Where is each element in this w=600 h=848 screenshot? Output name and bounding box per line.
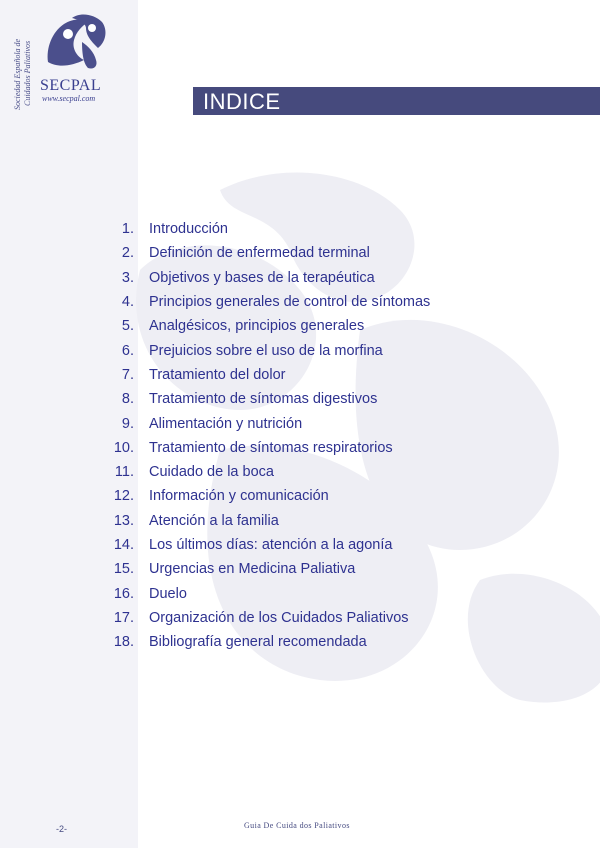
logo-vertical-text: [6, 12, 46, 112]
toc-item-title[interactable]: Prejuicios sobre el uso de la morfina: [149, 342, 383, 359]
toc-item-title[interactable]: Bibliografía general recomendada: [149, 634, 367, 651]
toc-item-number: 16.: [113, 585, 134, 602]
toc-item[interactable]: [96, 484, 430, 508]
toc-item-number: 13.: [113, 512, 134, 529]
toc-item-number: 2.: [121, 245, 134, 262]
toc-item[interactable]: [96, 460, 430, 484]
page-number: -2-: [56, 824, 67, 834]
toc-item-title[interactable]: Urgencias en Medicina Paliativa: [149, 561, 356, 578]
toc-item[interactable]: [96, 509, 430, 533]
toc-item-number: 14.: [113, 537, 134, 553]
toc-item-title[interactable]: Definición de enfermedad terminal: [149, 245, 370, 262]
toc-item-title[interactable]: Duelo: [149, 585, 187, 602]
page-title: INDICE: [203, 89, 281, 114]
toc-item[interactable]: [96, 630, 430, 654]
secpal-logo: [0, 0, 140, 120]
logo-url: www.secpal.com: [42, 94, 96, 103]
toc-item-title[interactable]: Información y comunicación: [149, 488, 329, 505]
toc-item-number: 6.: [121, 342, 134, 359]
toc-item-number: 3.: [121, 269, 134, 286]
toc-item-title[interactable]: Tratamiento de síntomas respiratorios: [149, 439, 393, 456]
toc-item-number: 12.: [113, 488, 134, 505]
toc-item-number: 7.: [121, 366, 134, 383]
toc-item[interactable]: [96, 557, 430, 581]
toc-item[interactable]: [96, 606, 430, 630]
toc-item-number: 5.: [121, 318, 134, 335]
toc-item-title[interactable]: Principios generales de control de síntomas: [149, 294, 431, 311]
toc-item-title[interactable]: Introducción: [149, 221, 228, 238]
toc-item-title[interactable]: Tratamiento del dolor: [149, 366, 286, 383]
logo-name: SECPAL: [40, 77, 102, 94]
toc-item[interactable]: [96, 363, 430, 387]
toc-item-title[interactable]: Organización de los Cuidados Paliativos: [149, 609, 409, 626]
toc-item[interactable]: [96, 411, 430, 435]
toc-item-number: 1.: [121, 221, 134, 238]
toc-item-number: 4.: [121, 294, 134, 311]
toc-item[interactable]: [96, 581, 430, 605]
toc-item-title[interactable]: Analgésicos, principios generales: [149, 318, 365, 335]
toc-item[interactable]: [96, 266, 430, 290]
toc-item-number: 11.: [114, 464, 134, 481]
toc-item-title[interactable]: Alimentación y nutrición: [149, 415, 303, 432]
toc-item-number: 8.: [121, 391, 134, 408]
toc-item[interactable]: [96, 241, 430, 265]
toc-item[interactable]: [96, 217, 430, 241]
table-of-contents: [96, 217, 430, 654]
figures-embrace-icon: [42, 12, 108, 72]
toc-item[interactable]: [96, 533, 430, 557]
toc-item[interactable]: [96, 338, 430, 362]
toc-item-number: 10.: [113, 439, 134, 456]
logo-vertical-line-1: Sociedad Española de: [13, 38, 22, 110]
footer-title: Guia De Cuida dos Paliativos: [244, 821, 350, 830]
toc-item-title[interactable]: Atención a la familia: [149, 512, 279, 529]
logo-vertical-line-2: Cuidados Paliativos: [23, 40, 32, 106]
toc-item[interactable]: [96, 290, 430, 314]
toc-item[interactable]: [96, 314, 430, 338]
toc-item[interactable]: [96, 436, 430, 460]
toc-item-number: 15.: [113, 561, 134, 578]
toc-item-title[interactable]: Objetivos y bases de la terapéutica: [149, 269, 375, 286]
toc-item-number: 17.: [113, 609, 134, 626]
toc-item-title[interactable]: Cuidado de la boca: [149, 464, 274, 481]
toc-item-number: 9.: [121, 415, 134, 432]
toc-item-title[interactable]: Tratamiento de síntomas digestivos: [149, 391, 378, 408]
toc-item-number: 18.: [113, 634, 134, 651]
toc-item-title[interactable]: Los últimos días: atención a la agonía: [149, 537, 393, 553]
toc-item[interactable]: [96, 387, 430, 411]
